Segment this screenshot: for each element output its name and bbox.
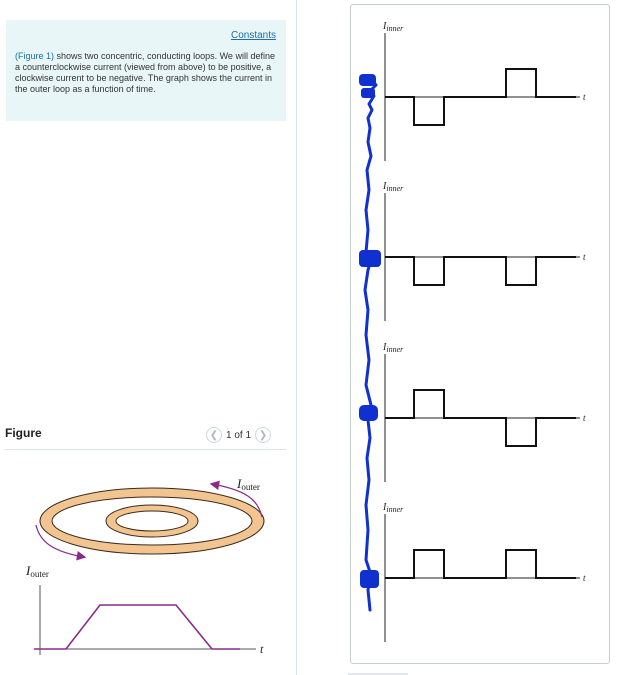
figure-link[interactable]: (Figure 1) bbox=[15, 51, 55, 61]
label-current: I bbox=[237, 476, 242, 491]
scribble-mark-4 bbox=[359, 405, 378, 421]
inner-current-curve bbox=[385, 390, 576, 446]
graph-y-label-main: I bbox=[383, 342, 387, 353]
graph-y-label bbox=[382, 181, 404, 193]
graph-y-label bbox=[382, 342, 404, 354]
inner-current-curve bbox=[385, 257, 576, 285]
graph-x-label: t bbox=[583, 413, 586, 423]
graph-y-label bbox=[382, 21, 404, 33]
scribble-mark-3 bbox=[359, 250, 381, 267]
graph-y-label-sub: inner bbox=[386, 24, 404, 33]
handwritten-scribble bbox=[364, 78, 376, 610]
label-current-sub-2: outer bbox=[30, 569, 49, 579]
label-current-sub: outer bbox=[241, 482, 260, 492]
inner-current-curve bbox=[385, 69, 576, 125]
chevron-right-icon: ❯ bbox=[258, 429, 268, 441]
chevron-left-icon: ❮ bbox=[209, 429, 219, 441]
graph-x-label: t bbox=[583, 92, 586, 102]
figure-heading: Figure bbox=[5, 426, 42, 440]
answer-graph-3[interactable] bbox=[382, 342, 586, 482]
scribble-mark-2 bbox=[361, 88, 375, 98]
label-current-2: I bbox=[26, 563, 31, 578]
graph-y-label bbox=[382, 502, 404, 514]
scribble-mark-1 bbox=[359, 74, 376, 86]
graph-y-label-main: I bbox=[383, 21, 387, 32]
graph-x-label: t bbox=[583, 252, 586, 262]
graph-x-label: t bbox=[583, 573, 586, 583]
graph-y-label-main: I bbox=[383, 181, 387, 192]
constants-link[interactable]: Constants bbox=[230, 30, 276, 41]
graph-y-label-sub: inner bbox=[386, 505, 404, 514]
inner-current-curve bbox=[385, 550, 576, 578]
scribble-mark-5 bbox=[360, 570, 379, 588]
answer-graph-4[interactable] bbox=[382, 502, 586, 642]
answer-graph-1[interactable] bbox=[382, 21, 586, 161]
graph-y-label-sub: inner bbox=[386, 345, 404, 354]
pager-text: 1 of 1 bbox=[226, 429, 252, 441]
answer-graph-2[interactable] bbox=[382, 181, 586, 321]
problem-description-text: shows two concentric, conducting loops. We will define a counterclockwise current (viewed from above) to be positive, a clockwise current to be negative. The graph shows the current in the outer loop as a function of time. bbox=[15, 51, 275, 94]
time-axis-label: t bbox=[260, 642, 264, 656]
graph-y-label-main: I bbox=[383, 502, 387, 513]
graph-y-label-sub: inner bbox=[386, 184, 404, 193]
